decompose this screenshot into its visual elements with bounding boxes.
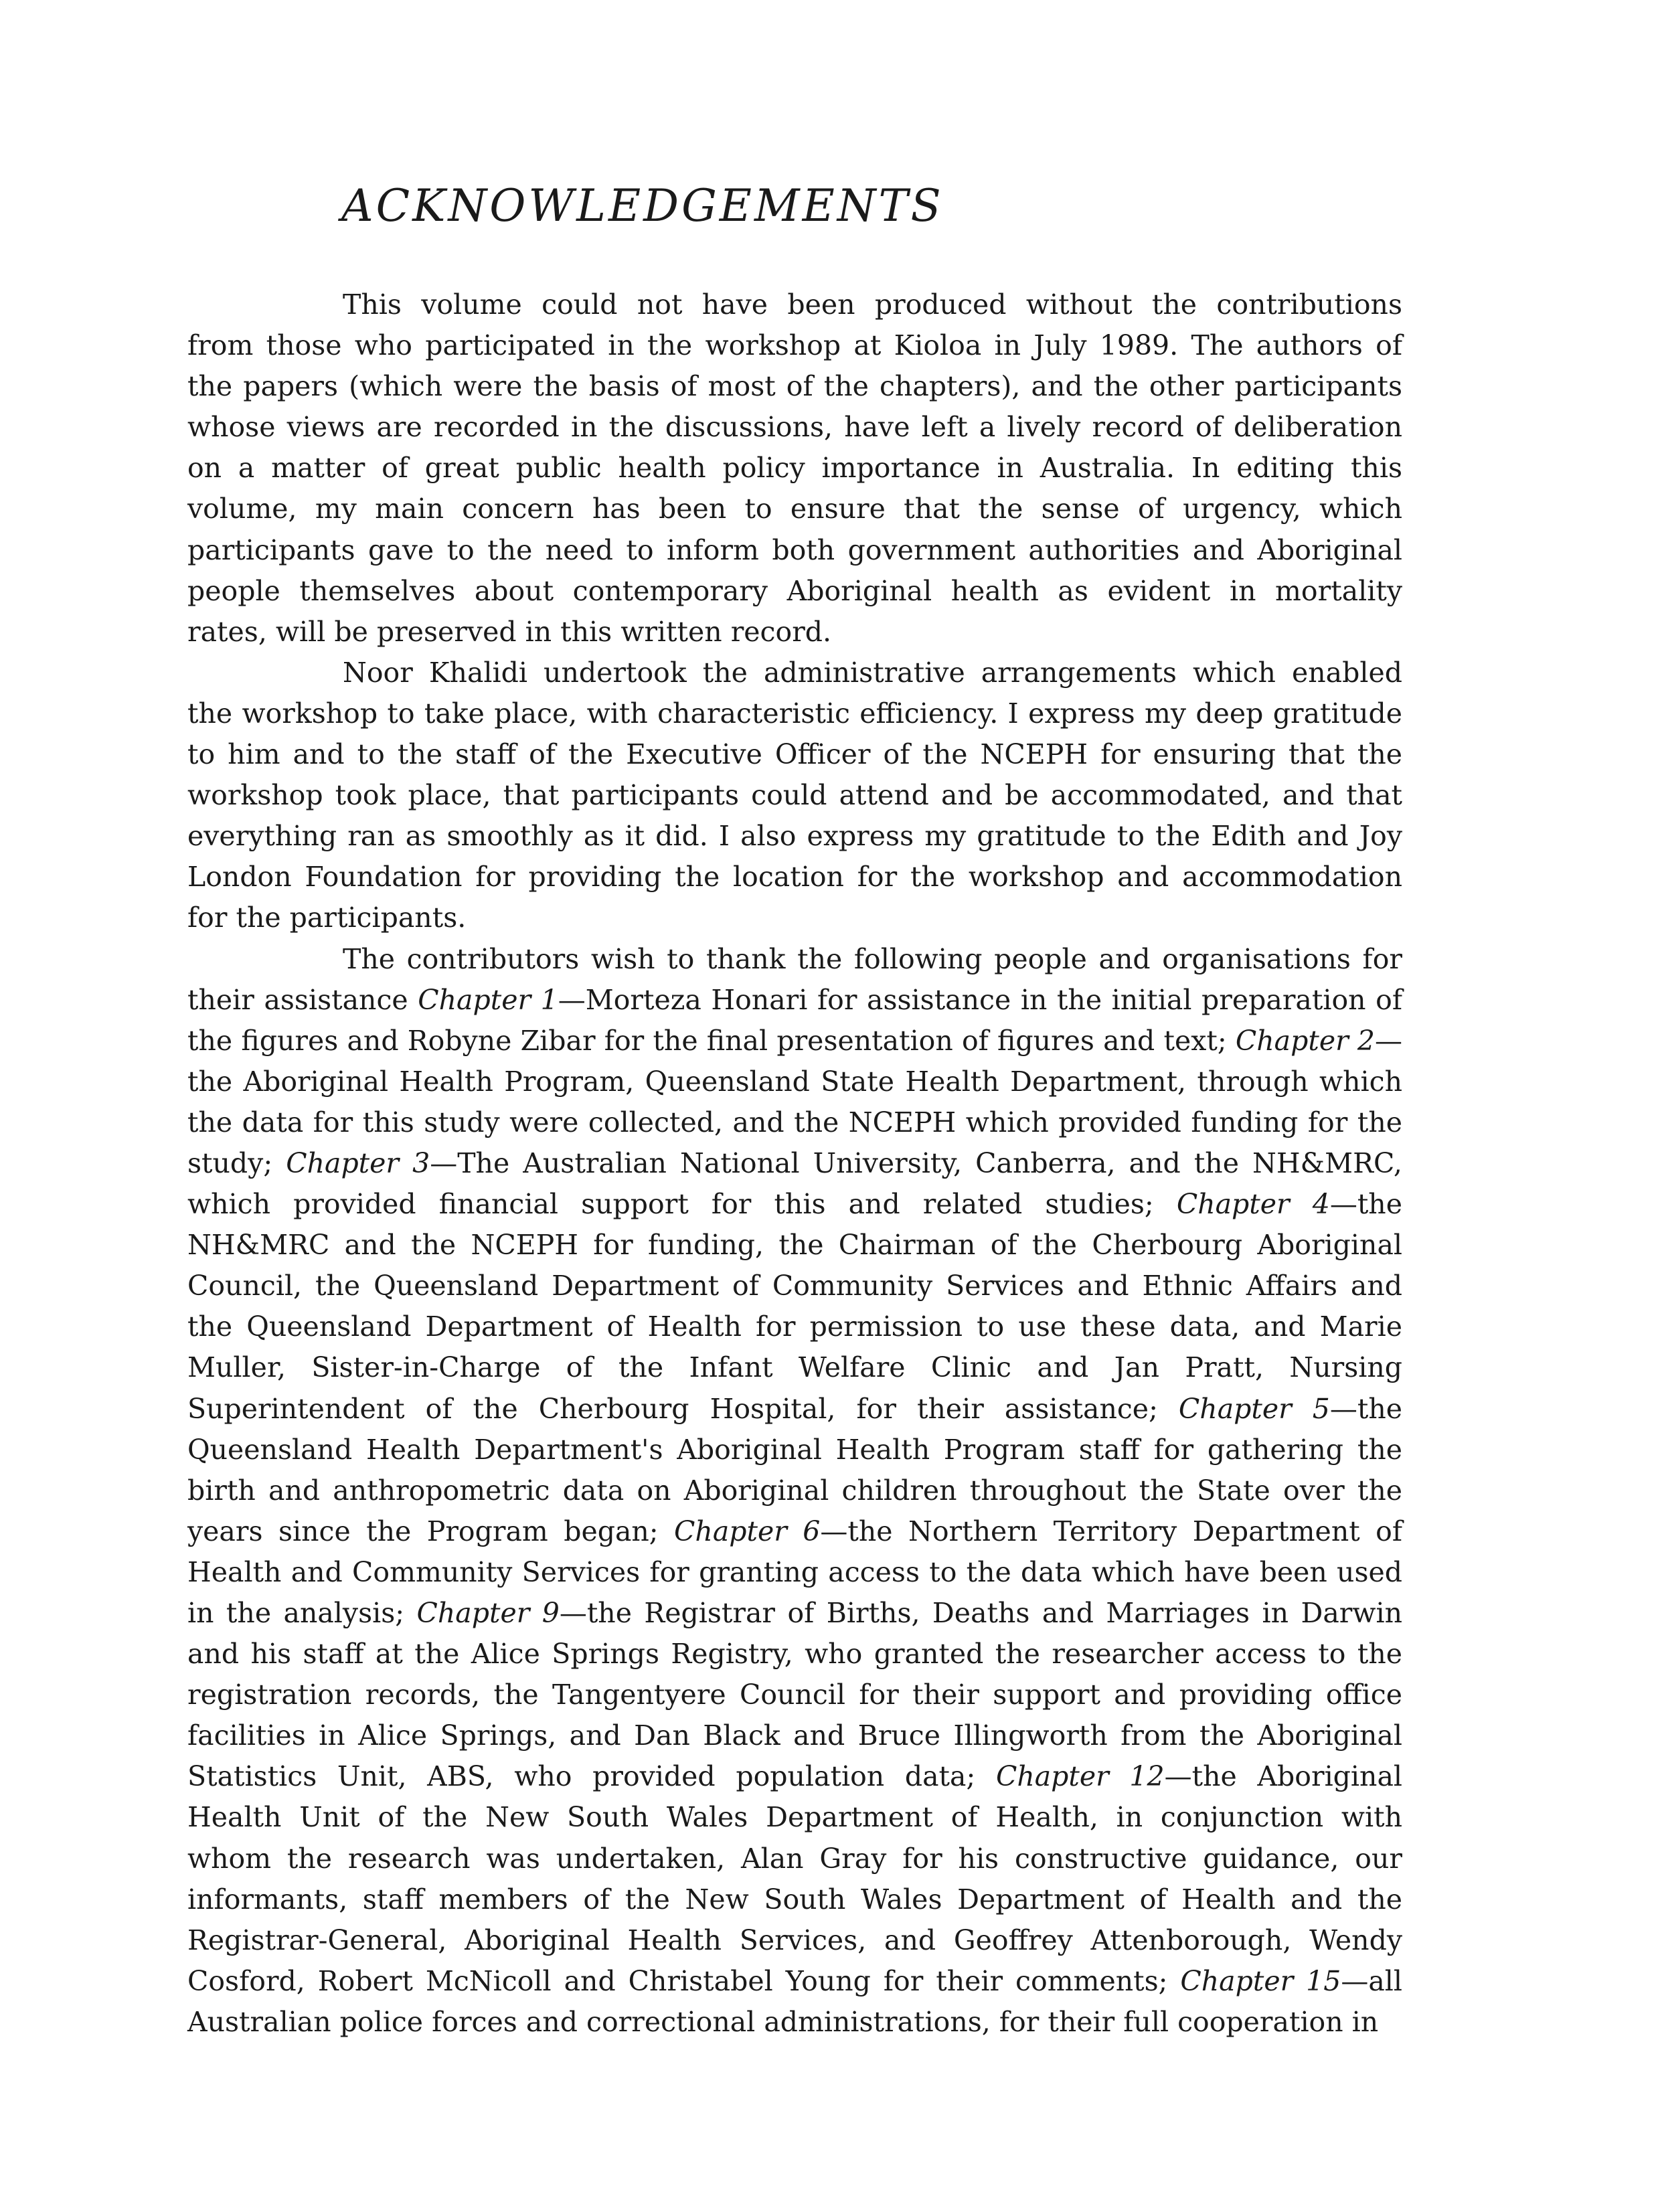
text-run: Registrar-General, Aboriginal Health Services, and Geoffrey Attenborough, Wendy [187, 1924, 1402, 1956]
text-run: Statistics Unit, ABS, who provided population data; [187, 1760, 996, 1793]
text-line: This volume could not have been produced without the contributions [343, 288, 1402, 321]
chapter-reference: Chapter 12 [995, 1760, 1165, 1793]
text-run: —the Aboriginal [1164, 1760, 1403, 1793]
text-line: everything ran as smoothly as it did. I also express my gratitude to the Edith and Joy [187, 820, 1402, 853]
text-run: the Queensland Department of Health for permission to use these data, and Marie [187, 1310, 1402, 1343]
chapter-reference: Chapter 4 [1176, 1188, 1330, 1221]
text-run: NH&MRC and the NCEPH for funding, the Chairman of the Cherbourg Aboriginal [187, 1229, 1402, 1262]
text-line: Noor Khalidi undertook the administrative arrangements which enabled [343, 656, 1402, 689]
text-run: which provided financial support for this and related studies; [187, 1188, 1177, 1221]
text-line [187, 2002, 1402, 2043]
text-line [187, 939, 1402, 980]
text-line: volume, my main concern has been to ensure that the sense of urgency, which [187, 493, 1402, 525]
text-line [187, 1021, 1402, 1061]
text-run: —Morteza Honari for assistance in the initial preparation of [558, 983, 1402, 1016]
text-line: for the participants. [187, 902, 467, 934]
text-line [187, 1184, 1402, 1225]
paragraph-3 [187, 939, 1402, 2043]
text-line: people themselves about contemporary Aboriginal health as evident in mortality [187, 574, 1402, 607]
chapter-reference: Chapter 2 [1235, 1024, 1375, 1057]
text-line [187, 1102, 1402, 1143]
text-line [187, 1593, 1402, 1634]
text-run: —The Australian National University, Canberra, and the NH&MRC, [430, 1146, 1402, 1179]
text-run: registration records, the Tangentyere Council for their support and providing office [187, 1679, 1402, 1711]
text-run: — [1375, 1024, 1402, 1057]
chapter-reference: Chapter 9 [416, 1597, 560, 1629]
text-run: facilities in Alice Springs, and Dan Black and Bruce Illingworth from the Aboriginal [187, 1719, 1402, 1752]
text-run: birth and anthropometric data on Aboriginal children throughout the State over the [187, 1474, 1402, 1507]
text-line [187, 1511, 1402, 1552]
text-line: rates, will be preserved in this written record. [187, 615, 832, 648]
document-body [187, 284, 1402, 2043]
text-line [187, 1839, 1402, 1879]
text-line: workshop took place, that participants could attend and be accommodated, and that [187, 779, 1402, 812]
text-line: the papers (which were the basis of most of the chapters), and the other participants [187, 370, 1402, 403]
text-run: and his staff at the Alice Springs Registry, who granted the researcher access to the [187, 1638, 1402, 1671]
text-run: —the [1329, 1392, 1402, 1425]
page-title: ACKNOWLEDGEMENTS [341, 180, 944, 232]
text-line [187, 1797, 1402, 1838]
text-line [187, 1347, 1402, 1388]
text-line: on a matter of great public health policy importance in Australia. In editing this [187, 452, 1402, 485]
text-line [187, 1552, 1402, 1593]
text-line [187, 1879, 1402, 1920]
text-line [187, 1225, 1402, 1266]
chapter-reference: Chapter 15 [1180, 1964, 1341, 1997]
text-line [187, 1961, 1402, 2002]
text-run: the Aboriginal Health Program, Queensland State Health Department, through which [187, 1065, 1402, 1098]
text-run: in the analysis; [187, 1597, 417, 1629]
text-line: from those who participated in the workshop at Kioloa in July 1989. The authors of [187, 329, 1402, 362]
paragraph-2 [187, 653, 1402, 939]
text-line [187, 1430, 1402, 1470]
text-run: —all [1341, 1964, 1402, 1997]
text-run: The contributors wish to thank the following people and organisations for [343, 942, 1402, 975]
text-line: the workshop to take place, with characteristic efficiency. I express my deep gratitude [187, 697, 1402, 730]
text-run: Health and Community Services for granting access to the data which have been used [187, 1555, 1402, 1588]
text-line [187, 1389, 1402, 1430]
text-run: Health Unit of the New South Wales Department of Health, in conjunction with [187, 1801, 1402, 1834]
text-line [187, 1756, 1402, 1797]
text-run: the figures and Robyne Zibar for the final presentation of figures and text; [187, 1024, 1236, 1057]
text-run: Australian police forces and correctional administrations, for their full cooperation in [187, 2005, 1379, 2038]
text-line: whose views are recorded in the discussions, have left a lively record of deliberation [187, 411, 1402, 444]
text-run: Muller, Sister-in-Charge of the Infant Welfare Clinic and Jan Pratt, Nursing [187, 1351, 1402, 1384]
text-line [187, 1920, 1402, 1961]
text-line: participants gave to the need to inform both government authorities and Aboriginal [187, 533, 1402, 566]
text-run: the data for this study were collected, and the NCEPH which provided funding for the [187, 1106, 1402, 1138]
text-run: whom the research was undertaken, Alan Gray for his constructive guidance, our [187, 1842, 1402, 1875]
text-line [187, 1470, 1402, 1511]
text-run: informants, staff members of the New South Wales Department of Health and the [187, 1883, 1402, 1916]
text-run: study; [187, 1146, 286, 1179]
chapter-reference: Chapter 1 [418, 983, 558, 1016]
chapter-reference: Chapter 3 [286, 1146, 430, 1179]
text-run: Queensland Health Department's Aboriginal Health Program staff for gathering the [187, 1433, 1402, 1466]
text-run: Council, the Queensland Department of Community Services and Ethnic Affairs and [187, 1270, 1402, 1302]
paragraph-1 [187, 284, 1402, 653]
text-run: Superintendent of the Cherbourg Hospital, for their assistance; [187, 1392, 1179, 1425]
text-line [187, 1266, 1402, 1306]
text-line: to him and to the staff of the Executive Officer of the NCEPH for ensuring that the [187, 738, 1402, 771]
text-run: their assistance [187, 983, 418, 1016]
chapter-reference: Chapter 5 [1178, 1392, 1330, 1425]
text-line [187, 980, 1402, 1021]
text-line [187, 1634, 1402, 1675]
text-run: —the Registrar of Births, Deaths and Marriages in Darwin [559, 1597, 1402, 1629]
text-run: Cosford, Robert McNicoll and Christabel Young for their comments; [187, 1964, 1181, 1997]
text-line [187, 1143, 1402, 1184]
text-line [187, 1306, 1402, 1347]
text-run: years since the Program began; [187, 1515, 675, 1547]
text-line: London Foundation for providing the location for the workshop and accommodation [187, 861, 1402, 894]
text-run: —the Northern Territory Department of [820, 1515, 1402, 1547]
text-line [187, 1061, 1402, 1102]
text-line [187, 1675, 1402, 1715]
text-line [187, 1715, 1402, 1756]
text-run: —the [1329, 1188, 1402, 1221]
chapter-reference: Chapter 6 [674, 1515, 821, 1547]
